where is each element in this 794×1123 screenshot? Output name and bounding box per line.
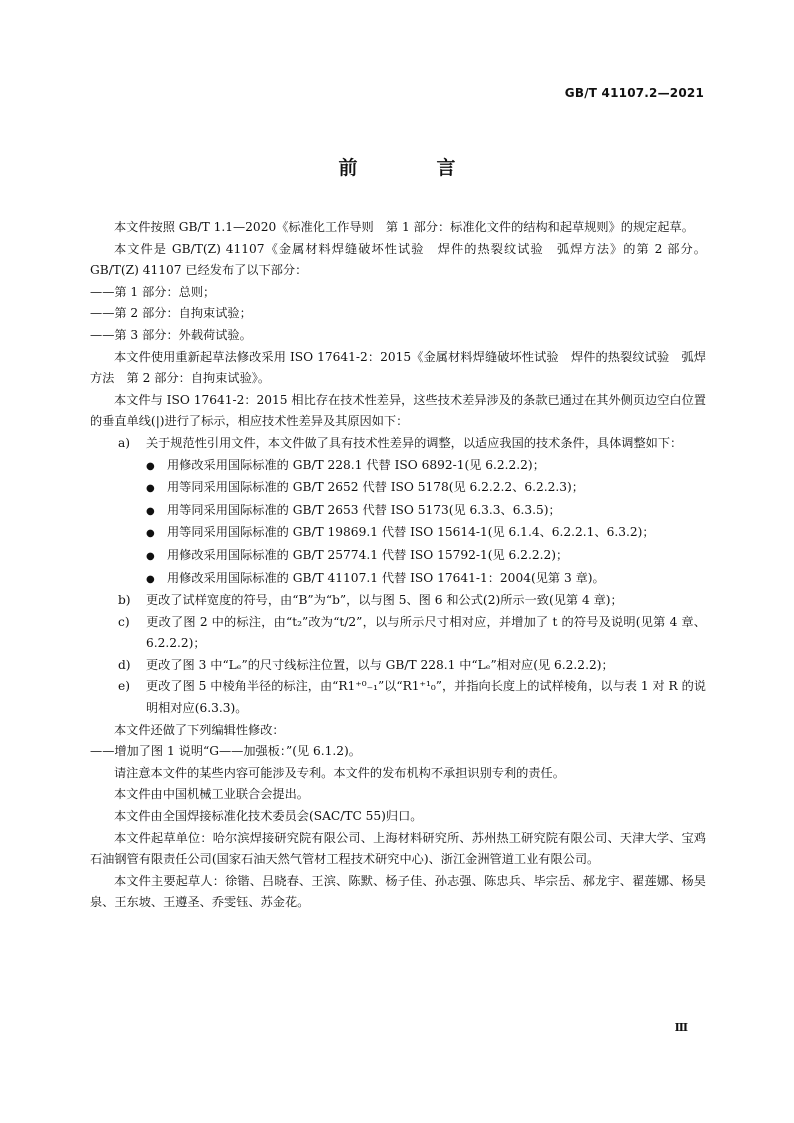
paragraph-editorial: 本文件还做了下列编辑性修改： xyxy=(114,722,285,737)
page-title: 前 言 xyxy=(338,157,486,179)
difference-item-a xyxy=(90,433,706,455)
part-list-item: ——第 1 部分：总则； xyxy=(90,284,216,299)
item-text: 更改了图 5 中棱角半径的标注，由“R1⁺⁰₋₁”以“R1⁺¹₀”，并指向长度上的试样棱角，以与表 1 对 R 的说明相对应(6.3.3)。 xyxy=(146,679,706,716)
difference-item-d xyxy=(90,655,706,677)
foreword-body xyxy=(90,217,706,914)
page-number: Ⅲ xyxy=(674,1021,688,1034)
part-list-item: ——第 2 部分：自拘束试验； xyxy=(90,306,252,321)
bullet-text: 用等同采用国际标准的 GB/T 2652 代替 ISO 5178(见 6.2.2.2、6.2.2.3)； xyxy=(167,480,584,495)
bullet-item xyxy=(90,477,706,500)
item-label: a) xyxy=(118,435,131,450)
paragraph-drafting-units: 本文件起草单位：哈尔滨焊接研究院有限公司、上海材料研究所、苏州热工研究院有限公司、天津大学、宝鸡石油钢管有限责任公司(国家石油天然气管材工程技术研究中心)、浙江金洲管道工业有限公司。 xyxy=(90,830,706,867)
item-label: c) xyxy=(118,614,130,629)
difference-item-e xyxy=(90,676,706,719)
bullet-item xyxy=(90,522,706,545)
bullet-item xyxy=(90,500,706,523)
paragraph-series-part: 本文件是 GB/T(Z) 41107《金属材料焊缝破坏性试验 焊件的热裂纹试验 弧焊方法》的第 2 部分。GB/T(Z) 41107 已经发布了以下部分： xyxy=(90,241,706,278)
bullet-item xyxy=(90,455,706,478)
bullet-icon: ● xyxy=(146,528,155,540)
paragraph-technical-differences: 本文件与 ISO 17641-2：2015 相比存在技术性差异，这些技术差异涉及的条款已通过在其外侧页边空白位置的垂直单线(|)进行了标示，相应技术性差异及其原因如下： xyxy=(90,392,706,429)
bullet-icon: ● xyxy=(146,505,155,517)
bullet-icon: ● xyxy=(146,483,155,495)
item-label: b) xyxy=(118,593,131,608)
bullet-icon: ● xyxy=(146,550,155,562)
bullet-item xyxy=(90,568,706,591)
standard-number: GB/T 41107.2—2021 xyxy=(564,86,704,100)
paragraph-committee: 本文件由全国焊接标准化技术委员会(SAC/TC 55)归口。 xyxy=(114,809,423,824)
bullet-icon: ● xyxy=(146,573,155,585)
item-label: d) xyxy=(118,657,131,672)
item-text: 更改了图 2 中的标注，由“t₂”改为“t/2”，以与所示尺寸相对应，并增加了 t 的符号及说明(见第 4 章、6.2.2.2)； xyxy=(146,614,706,651)
bullet-text: 用修改采用国际标准的 GB/T 25774.1 代替 ISO 15792-1(见 6.2.2.2)； xyxy=(167,547,569,562)
difference-item-c xyxy=(90,612,706,655)
paragraph-adoption: 本文件使用重新起草法修改采用 ISO 17641-2：2015《金属材料焊缝破坏性试验 焊件的热裂纹试验 弧焊方法 第 2 部分：自拘束试验》。 xyxy=(90,349,706,386)
item-text: 更改了图 3 中“Lₑ”的尺寸线标注位置，以与 GB/T 228.1 中“Lₑ”相对应(见 6.2.2.2)； xyxy=(146,657,614,672)
bullet-item xyxy=(90,545,706,568)
paragraph-proposer: 本文件由中国机械工业联合会提出。 xyxy=(114,787,309,802)
bullet-text: 用等同采用国际标准的 GB/T 19869.1 代替 ISO 15614-1(见 6.1.4、6.2.2.1、6.3.2)； xyxy=(167,525,655,540)
item-text: 更改了试样宽度的符号，由“B”为“b”，以与图 5、图 6 和公式(2)所示一致(见第 4 章)； xyxy=(146,593,623,608)
paragraph-patent: 请注意本文件的某些内容可能涉及专利。本文件的发布机构不承担识别专利的责任。 xyxy=(114,765,565,780)
paragraph-drafters: 本文件主要起草人：徐锴、吕晓春、王滨、陈默、杨子佳、孙志强、陈忠兵、毕宗岳、郝龙宇、翟莲娜、杨昊泉、王东坡、王遵圣、乔雯钰、苏金花。 xyxy=(90,873,706,910)
item-label: e) xyxy=(118,679,130,694)
paragraph-drafting-rules: 本文件按照 GB/T 1.1—2020《标准化工作导则 第 1 部分：标准化文件的结构和起草规则》的规定起草。 xyxy=(114,220,694,234)
editorial-item: ——增加了图 1 说明“G——加强板：”(见 6.1.2)。 xyxy=(90,744,361,759)
bullet-text: 用等同采用国际标准的 GB/T 2653 代替 ISO 5173(见 6.3.3、6.3.5)； xyxy=(167,502,561,517)
part-list-item: ——第 3 部分：外载荷试验。 xyxy=(90,327,252,342)
bullet-text: 用修改采用国际标准的 GB/T 41107.1 代替 ISO 17641-1：2004(见第 3 章)。 xyxy=(167,570,605,585)
item-text: 关于规范性引用文件，本文件做了具有技术性差异的调整，以适应我国的技术条件，具体调整如下： xyxy=(146,435,683,450)
bullet-icon: ● xyxy=(146,460,155,472)
bullet-text: 用修改采用国际标准的 GB/T 228.1 代替 ISO 6892-1(见 6.2.2.2)； xyxy=(167,457,545,472)
difference-item-b xyxy=(90,590,706,612)
